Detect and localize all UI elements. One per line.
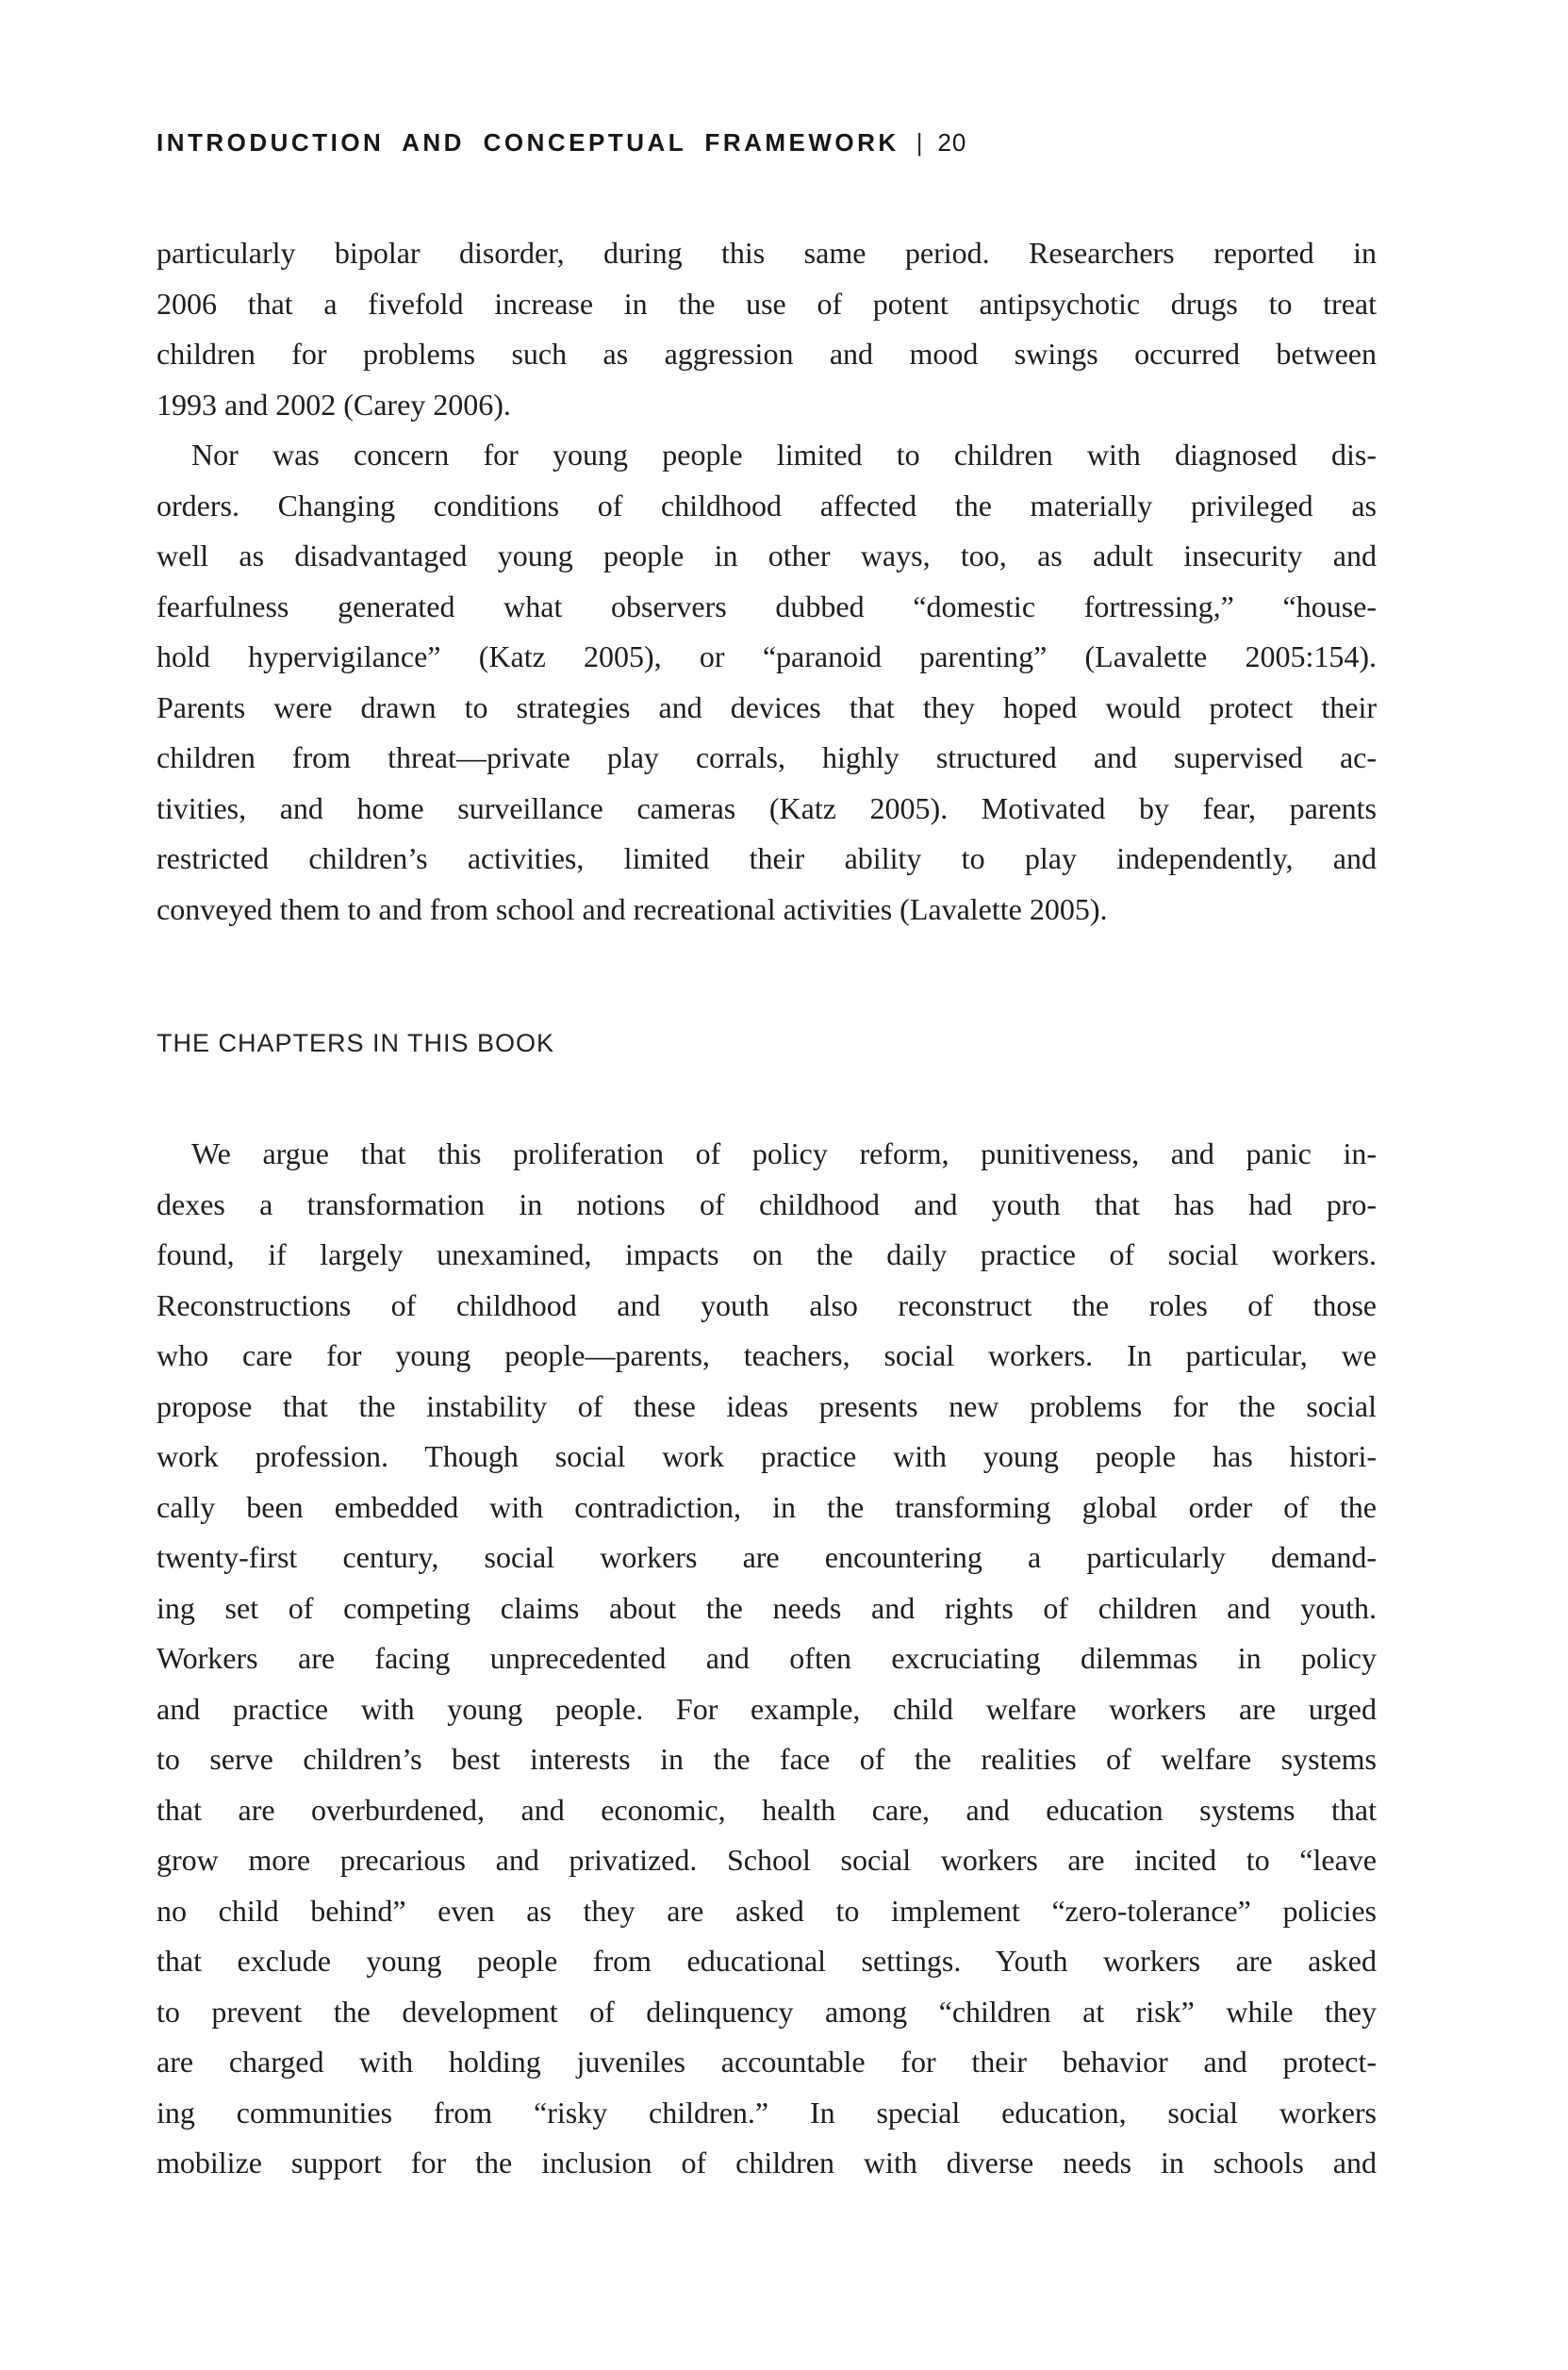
text-line: orders. Changing conditions of childhood affected the materially privileged as	[157, 488, 1377, 522]
text-line: cally been embedded with contradiction, in the transforming global order of the	[157, 1489, 1377, 1524]
text-line: ing communities from “risky children.” In special education, social workers	[157, 2095, 1377, 2130]
text-line: Parents were drawn to strategies and devices that they hoped would protect their	[157, 689, 1377, 724]
text-line: restricted children’s activities, limited their ability to play independently, and	[157, 841, 1377, 875]
text-line: ing set of competing claims about the needs and rights of children and youth.	[157, 1590, 1377, 1625]
text-line: hold hypervigilance” (Katz 2005), or “paranoid parenting” (Lavalette 2005:154).	[157, 639, 1377, 673]
text-line: that are overburdened, and economic, health care, and education systems that	[157, 1792, 1377, 1827]
text-line: mobilize support for the inclusion of children with diverse needs in schools and	[157, 2146, 1377, 2179]
text-line: and practice with young people. For example, child welfare workers are urged	[157, 1691, 1377, 1726]
paragraph	[157, 430, 1377, 935]
running-header-title: INTRODUCTION AND CONCEPTUAL FRAMEWORK	[157, 128, 900, 157]
text-line: to serve children’s best interests in the face of the realities of welfare systems	[157, 1742, 1377, 1776]
text-line: fearfulness generated what observers dubbed “domestic fortressing,” “house-	[157, 588, 1377, 623]
text-block	[157, 228, 1377, 2189]
text-line: grow more precarious and privatized. School social workers are incited to “leave	[157, 1843, 1377, 1877]
page-number: 20	[937, 128, 967, 157]
text-line: found, if largely unexamined, impacts on the daily practice of social workers.	[157, 1237, 1377, 1271]
text-line: that exclude young people from educational settings. Youth workers are asked	[157, 1944, 1377, 1978]
text-line: no child behind” even as they are asked to implement “zero-tolerance” policies	[157, 1893, 1377, 1928]
text-line: are charged with holding juveniles accountable for their behavior and protect-	[157, 2045, 1377, 2079]
paragraph	[157, 1129, 1377, 2189]
text-line: propose that the instability of these ideas presents new problems for the social	[157, 1388, 1377, 1423]
text-line: Workers are facing unprecedented and often excruciating dilemmas in policy	[157, 1641, 1377, 1675]
paragraph	[157, 228, 1377, 430]
text-line: conveyed them to and from school and recreational activities (Lavalette 2005).	[157, 891, 1108, 926]
text-line: Nor was concern for young people limited to children with diagnosed dis-	[191, 438, 1377, 472]
text-line: children for problems such as aggression and mood swings occurred between	[157, 337, 1377, 371]
text-line: twenty-first century, social workers are encountering a particularly demand-	[157, 1540, 1377, 1574]
text-line: 1993 and 2002 (Carey 2006).	[157, 387, 511, 422]
text-line: particularly bipolar disorder, during this same period. Researchers reported in	[157, 236, 1377, 270]
text-line: work profession. Though social work practice with young people has histori-	[157, 1439, 1377, 1473]
text-line: Reconstructions of childhood and youth also reconstruct the roles of those	[157, 1287, 1377, 1322]
text-line: tivities, and home surveillance cameras (Katz 2005). Motivated by fear, parents	[157, 790, 1377, 825]
text-line: dexes a transformation in notions of childhood and youth that has had pro-	[157, 1186, 1377, 1221]
running-header	[157, 128, 966, 157]
text-line: to prevent the development of delinquency among “children at risk” while they	[157, 1994, 1377, 2029]
section-heading: THE CHAPTERS IN THIS BOOK	[157, 1029, 555, 1057]
text-line: who care for young people—parents, teachers, social workers. In particular, we	[157, 1338, 1377, 1372]
text-line: 2006 that a fivefold increase in the use of potent antipsychotic drugs to treat	[157, 286, 1377, 321]
text-line: children from threat—private play corrals, highly structured and supervised ac-	[157, 740, 1377, 774]
running-header-separator: |	[916, 128, 923, 157]
text-line: well as disadvantaged young people in other ways, too, as adult insecurity and	[157, 539, 1377, 572]
text-line: We argue that this proliferation of policy reform, punitiveness, and panic in-	[191, 1136, 1377, 1170]
